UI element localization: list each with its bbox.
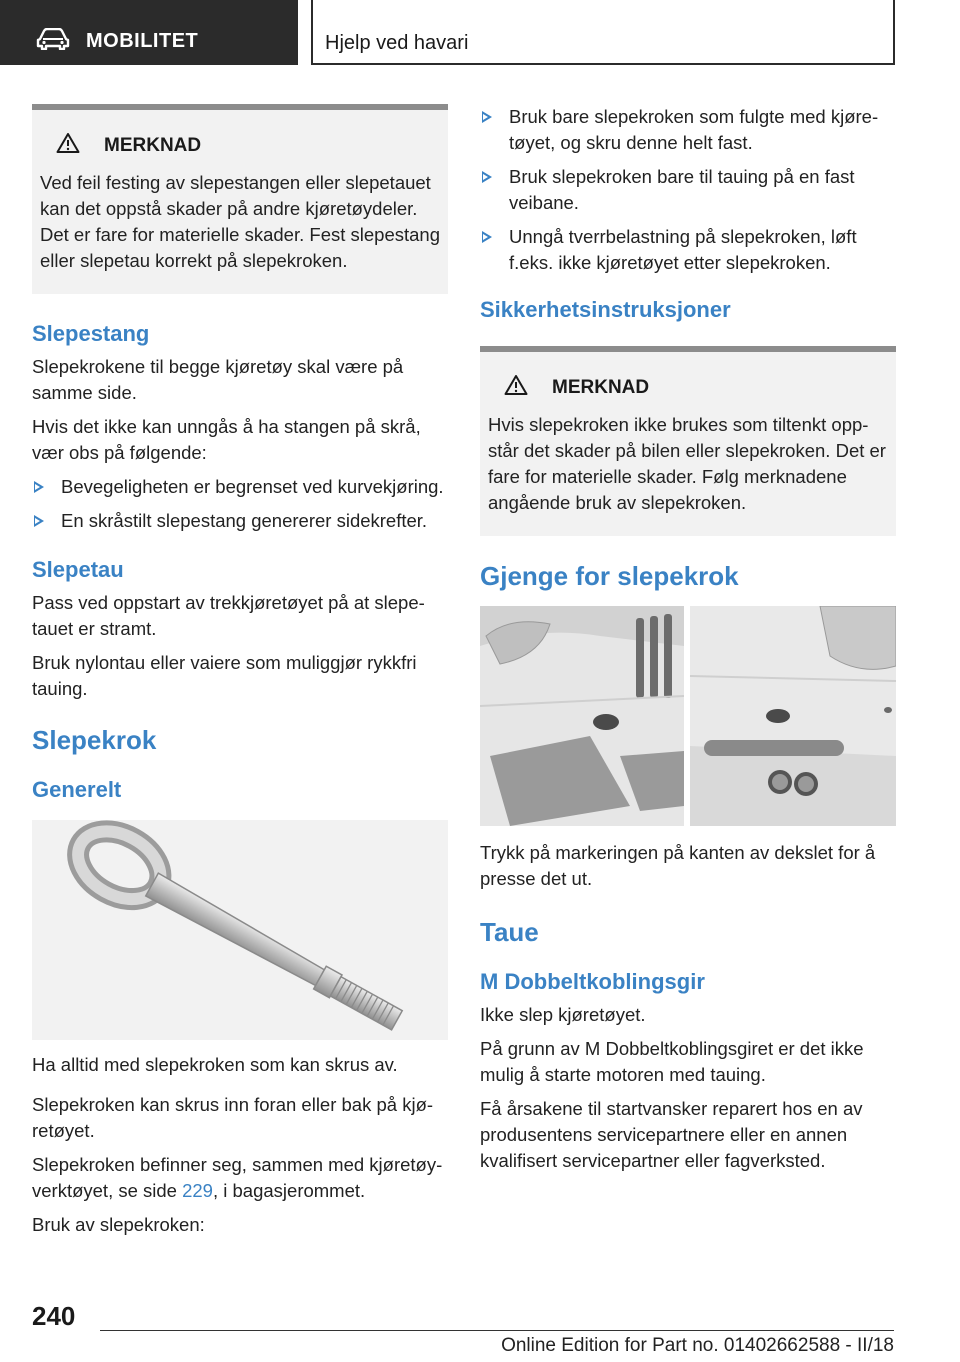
- warning-icon: [56, 132, 104, 160]
- notice-title: MERKNAD: [552, 377, 650, 398]
- notice-text: Hvis slepekroken ikke brukes som tiltenkt oppstår det skader på bilen eller slepekroken. Det er fare for materielle skader. Følg merknadene angående bruk av slepekroken.: [488, 414, 886, 513]
- page-link[interactable]: 229: [182, 1180, 213, 1201]
- heading-slepestang: Slepestang: [32, 321, 150, 346]
- left-column: [32, 104, 448, 1238]
- paragraph: Slepekrokene til begge kjøretøy skal være på samme side.: [32, 356, 404, 403]
- arrow-bullet-icon: [482, 171, 492, 183]
- list-item: Bevegeligheten er begrenset ved kurvekjøring.: [32, 474, 448, 500]
- chapter-tab: [311, 0, 895, 65]
- heading-generelt: Generelt: [32, 777, 122, 802]
- section-tab: [0, 0, 298, 65]
- page-number: 240: [32, 1301, 76, 1331]
- heading-slepetau: Slepetau: [32, 557, 124, 582]
- list-item: Bruk bare slepekroken som fulgte med kjøretøyet, og skru denne helt fast.: [480, 104, 896, 156]
- warning-icon: [504, 374, 552, 402]
- bullet-list: [32, 474, 448, 534]
- car-icon: [36, 28, 70, 55]
- list-item: Bruk slepekroken bare til tauing på en fast veibane.: [480, 164, 896, 216]
- paragraph: Slepekroken kan skrus inn foran eller bak på kjøretøyet.: [32, 1094, 434, 1141]
- notice-text: Ved feil festing av slepestangen eller slepetauet kan det oppstå skader på andre kjøretøydeler. Det er fare for materielle skader. Fest slepestang eller slepetau korrekt på slepekroken.: [40, 172, 440, 271]
- image-caption: Ha alltid med slepekroken som kan skrus av.: [32, 1054, 398, 1075]
- heading-safety: Sikkerhetsinstruksjoner: [480, 297, 731, 322]
- heading-m-dobbeltkoblingsgir: M Dobbeltkoblingsgir: [480, 969, 705, 994]
- arrow-bullet-icon: [34, 515, 44, 527]
- paragraph: Hvis det ikke kan unngås å ha stangen på skrå, vær obs på følgende:: [32, 416, 421, 463]
- tow-hook-illustration: [32, 820, 448, 1040]
- heading-gjenge: Gjenge for slepekrok: [480, 561, 739, 591]
- arrow-bullet-icon: [34, 481, 44, 493]
- paragraph: Slepekroken befinner seg, sammen med kjøretøy-verktøyet, se side 229, i bagasjerommet.: [32, 1154, 443, 1201]
- right-column: [480, 104, 896, 1174]
- section-title: MOBILITET: [86, 30, 199, 52]
- heading-taue: Taue: [480, 917, 539, 947]
- paragraph: Bruk av slepekroken:: [32, 1214, 205, 1235]
- bullet-list: [480, 104, 896, 276]
- notice-title: MERKNAD: [104, 135, 202, 156]
- arrow-bullet-icon: [482, 111, 492, 123]
- tow-eye-cover-illustration: [480, 606, 896, 826]
- chapter-title: Hjelp ved havari: [325, 32, 469, 54]
- notice-box: [32, 104, 448, 294]
- arrow-bullet-icon: [482, 231, 492, 243]
- list-item: En skråstilt slepestang genererer sidekrefter.: [32, 508, 448, 534]
- paragraph: På grunn av M Dobbeltkoblingsgiret er det ikke mulig å starte motoren med tauing.: [480, 1038, 864, 1085]
- image-caption: Trykk på markeringen på kanten av dekslet for å presse det ut.: [480, 842, 876, 889]
- list-item: Unngå tverrbelastning på slepekroken, løft f.eks. ikke kjøretøyet etter slepekroken.: [480, 224, 896, 276]
- paragraph: Pass ved oppstart av trekkjøretøyet på at slepetauet er stramt.: [32, 592, 425, 639]
- notice-box: [480, 346, 896, 536]
- heading-slepekrok: Slepekrok: [32, 725, 157, 755]
- paragraph: Ikke slep kjøretøyet.: [480, 1004, 646, 1025]
- paragraph: Få årsakene til startvansker reparert hos en av produsentens servicepartnere eller en annen kvalifisert servicepartner eller fagverksted.: [480, 1098, 863, 1171]
- notice-heading: [504, 374, 888, 402]
- edition-text: Online Edition for Part no. 01402662588 - II/18: [501, 1335, 894, 1356]
- paragraph: Bruk nylontau eller vaiere som muliggjør rykkfri tauing.: [32, 652, 417, 699]
- notice-heading: [56, 132, 440, 160]
- footer-divider: [100, 1330, 894, 1331]
